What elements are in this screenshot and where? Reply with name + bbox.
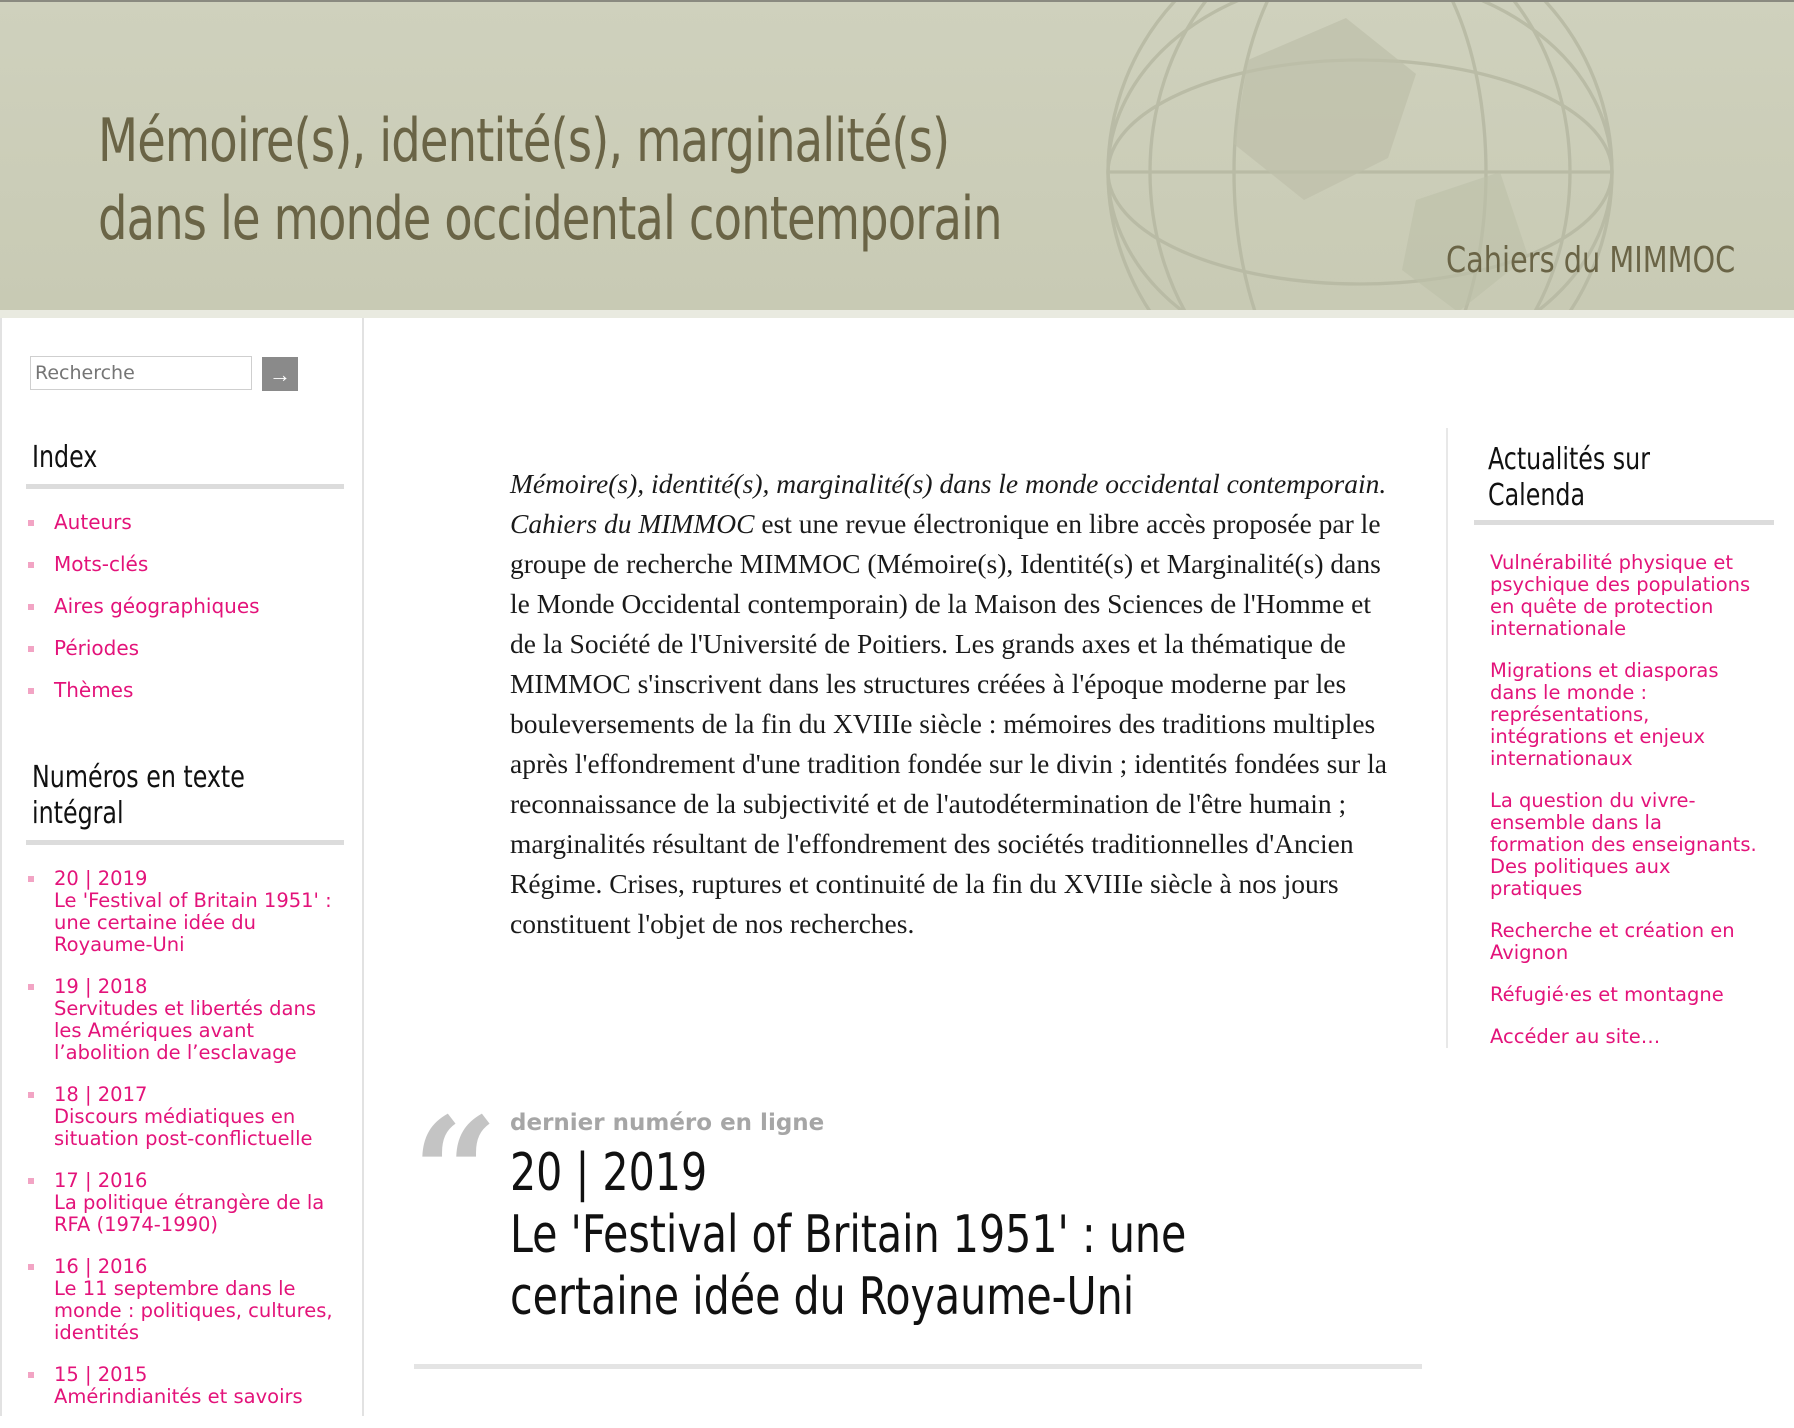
index-heading: Index bbox=[32, 440, 98, 475]
index-link[interactable]: Périodes bbox=[54, 636, 140, 660]
issue-number: 16 | 2016 bbox=[54, 1255, 148, 1278]
quote-mark-icon: “ bbox=[412, 1085, 499, 1261]
issue-title: Servitudes et libertés dans les Amériques avant l’abolition de l’esclavage bbox=[54, 997, 317, 1064]
search-submit-button[interactable] bbox=[262, 357, 298, 391]
issue-link[interactable] bbox=[54, 1364, 346, 1408]
calenda-heading: Actualités sur Calenda bbox=[1488, 442, 1650, 513]
issue-title: Le 11 septembre dans le monde : politiques, cultures, identités bbox=[54, 1277, 333, 1344]
issue-title: Discours médiatiques en situation post-conflictuelle bbox=[54, 1105, 313, 1150]
index-divider bbox=[26, 484, 344, 489]
news-item bbox=[1490, 660, 1760, 770]
index-item bbox=[26, 636, 346, 678]
issue-link[interactable] bbox=[54, 1170, 346, 1236]
intro-body: est une revue électronique en libre accès proposée par le groupe de recherche MIMMOC (Mémoire(s), Identité(s) et Marginalité(s) dans le Monde Occidental contemporain) de la Maison des Sciences de l'Homme et de la Société de l'Université de Poitiers. Les grands axes et la thématique de MIMMOC s'inscrivent dans les structures créées à l'époque moderne par les bouleversements de la fin du XVIIIe siècle : mémoires des traditions multiples après l'effondrement d'une tradition fondée sur le divin ; identités fondées sur la reconnaissance de la subjectivité et de l'autodétermination de l'être humain ; marginalités résultant de l'effondrement des sociétés traditionnelles d'Ancien Régime. Crises, ruptures et continuité de la fin du XVIIIe siècle à nos jours constituent l'objet de nos recherches. bbox=[510, 507, 1387, 939]
index-link[interactable]: Auteurs bbox=[54, 510, 132, 534]
news-link[interactable]: La question du vivre-ensemble dans la formation des enseignants. Des politiques aux pratiques bbox=[1490, 789, 1757, 900]
issues-list bbox=[26, 868, 346, 1428]
issue-link[interactable] bbox=[54, 1256, 346, 1344]
issue-link[interactable] bbox=[54, 868, 346, 956]
issue-item bbox=[26, 1256, 346, 1344]
issue-item bbox=[26, 976, 346, 1064]
issues-heading: Numéros en texte intégral bbox=[32, 760, 245, 831]
latest-issue-label: dernier numéro en ligne bbox=[510, 1110, 825, 1136]
issue-item bbox=[26, 868, 346, 956]
index-list bbox=[26, 510, 346, 720]
intro-paragraph bbox=[510, 464, 1390, 944]
issues-divider bbox=[26, 840, 344, 845]
issue-number: 17 | 2016 bbox=[54, 1169, 148, 1192]
news-link[interactable]: Recherche et création en Avignon bbox=[1490, 919, 1735, 964]
left-sidebar bbox=[0, 318, 364, 1416]
news-item bbox=[1490, 552, 1760, 640]
calenda-news-list bbox=[1490, 552, 1760, 1068]
news-item bbox=[1490, 1026, 1760, 1048]
site-banner bbox=[0, 0, 1794, 318]
news-link[interactable]: Vulnérabilité physique et psychique des populations en quête de protection internationale bbox=[1490, 551, 1751, 640]
index-link[interactable]: Thèmes bbox=[54, 678, 134, 702]
news-link[interactable]: Accéder au site… bbox=[1490, 1025, 1661, 1048]
issue-number: 18 | 2017 bbox=[54, 1083, 148, 1106]
right-sidebar bbox=[1446, 428, 1778, 1048]
issue-link[interactable] bbox=[54, 1084, 346, 1150]
issue-number: 15 | 2015 bbox=[54, 1363, 148, 1386]
issue-title: Le 'Festival of Britain 1951' : une certaine idée du Royaume-Uni bbox=[54, 889, 332, 956]
site-title-line-1: Mémoire(s), identité(s), marginalité(s) bbox=[98, 106, 950, 176]
issue-item bbox=[26, 1084, 346, 1150]
index-link[interactable]: Aires géographiques bbox=[54, 594, 260, 618]
news-link[interactable]: Réfugié·es et montagne bbox=[1490, 983, 1724, 1006]
latest-issue-number: 20 | 2019 bbox=[510, 1143, 708, 1203]
issue-item bbox=[26, 1170, 346, 1236]
index-item bbox=[26, 678, 346, 720]
site-title-line-2: dans le monde occidental contemporain bbox=[98, 184, 1002, 254]
search-input[interactable] bbox=[30, 356, 252, 390]
main-divider bbox=[414, 1364, 1422, 1369]
site-subtitle: Cahiers du MIMMOC bbox=[1446, 240, 1736, 281]
news-item bbox=[1490, 790, 1760, 900]
calenda-divider bbox=[1474, 520, 1774, 525]
issue-title: Amérindianités et savoirs bbox=[54, 1385, 303, 1408]
news-link[interactable]: Migrations et diasporas dans le monde : représentations, intégrations et enjeux internationaux bbox=[1490, 659, 1719, 770]
index-item bbox=[26, 552, 346, 594]
news-item bbox=[1490, 920, 1760, 964]
issue-number: 19 | 2018 bbox=[54, 975, 148, 998]
news-item bbox=[1490, 984, 1760, 1006]
issue-number: 20 | 2019 bbox=[54, 867, 148, 890]
index-item bbox=[26, 594, 346, 636]
arrow-right-icon: → bbox=[269, 362, 291, 387]
issue-link[interactable] bbox=[54, 976, 346, 1064]
issue-item bbox=[26, 1364, 346, 1408]
index-link[interactable]: Mots-clés bbox=[54, 552, 149, 576]
latest-issue-link[interactable] bbox=[510, 1142, 1232, 1328]
issue-title: La politique étrangère de la RFA (1974-1990) bbox=[54, 1191, 325, 1236]
index-item bbox=[26, 510, 346, 552]
intro-journal-title: Mémoire(s), identité(s), marginalité(s) dans le monde occidental contemporain. Cahiers du MIMMOC bbox=[510, 467, 1387, 539]
latest-issue-title: Le 'Festival of Britain 1951' : une certaine idée du Royaume-Uni bbox=[510, 1205, 1187, 1327]
